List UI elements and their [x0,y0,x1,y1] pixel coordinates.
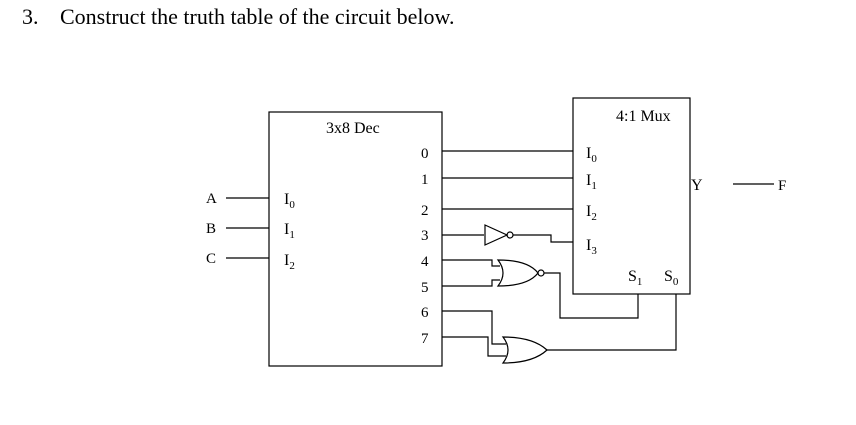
input-b-label: B [206,221,217,237]
decoder-output-6: 6 [421,305,429,321]
decoder-output-5: 5 [421,280,429,296]
question-number: 3. [22,4,39,29]
mux-box [573,98,690,294]
mux-input-label-0: $I_0$ [586,145,597,165]
inverter-icon [485,225,513,245]
decoder-title: 3x8 Dec [326,120,380,137]
decoder-box [269,112,442,366]
decoder-output-1: 1 [421,172,429,188]
input-c-label: C [206,251,217,267]
wire-d6-or [442,311,506,344]
decoder-output-7: 7 [421,331,429,347]
question-text: Construct the truth table of the circuit below. [60,4,455,29]
decoder-output-4: 4 [421,254,429,270]
mux-input-label-2: $I_2$ [586,203,597,223]
decoder-output-labels [421,146,429,347]
mux-select-label-s1: $S_1$ [628,268,643,288]
or-gate-icon [503,337,547,363]
wire-d7-or [442,337,506,356]
decoder-input-label-2: $I_2$ [284,252,295,272]
decoder-output-2: 2 [421,203,429,219]
decoder-output-3: 3 [421,228,429,244]
mux-input-label-3: $I_3$ [586,237,597,257]
decoder-input-label-0: $I_0$ [284,191,295,211]
mux-input-label-1: $I_1$ [586,172,597,192]
wire-d5-nor [442,280,500,286]
mux-select-label-s0: $S_0$ [664,268,679,288]
decoder-output-0: 0 [421,146,429,162]
output-f-label: F [778,178,787,194]
wire-or-s0 [547,294,676,350]
decoder-input-label-1: $I_1$ [284,221,295,241]
mux-output-label: Y [691,177,703,194]
wire-nor-s1 [544,273,638,318]
wire-not-i3 [513,235,573,242]
mux-title: 4:1 Mux [616,108,671,125]
input-a-label: A [206,191,217,207]
nor-gate-icon [498,260,544,286]
wire-d4-nor [442,260,500,266]
